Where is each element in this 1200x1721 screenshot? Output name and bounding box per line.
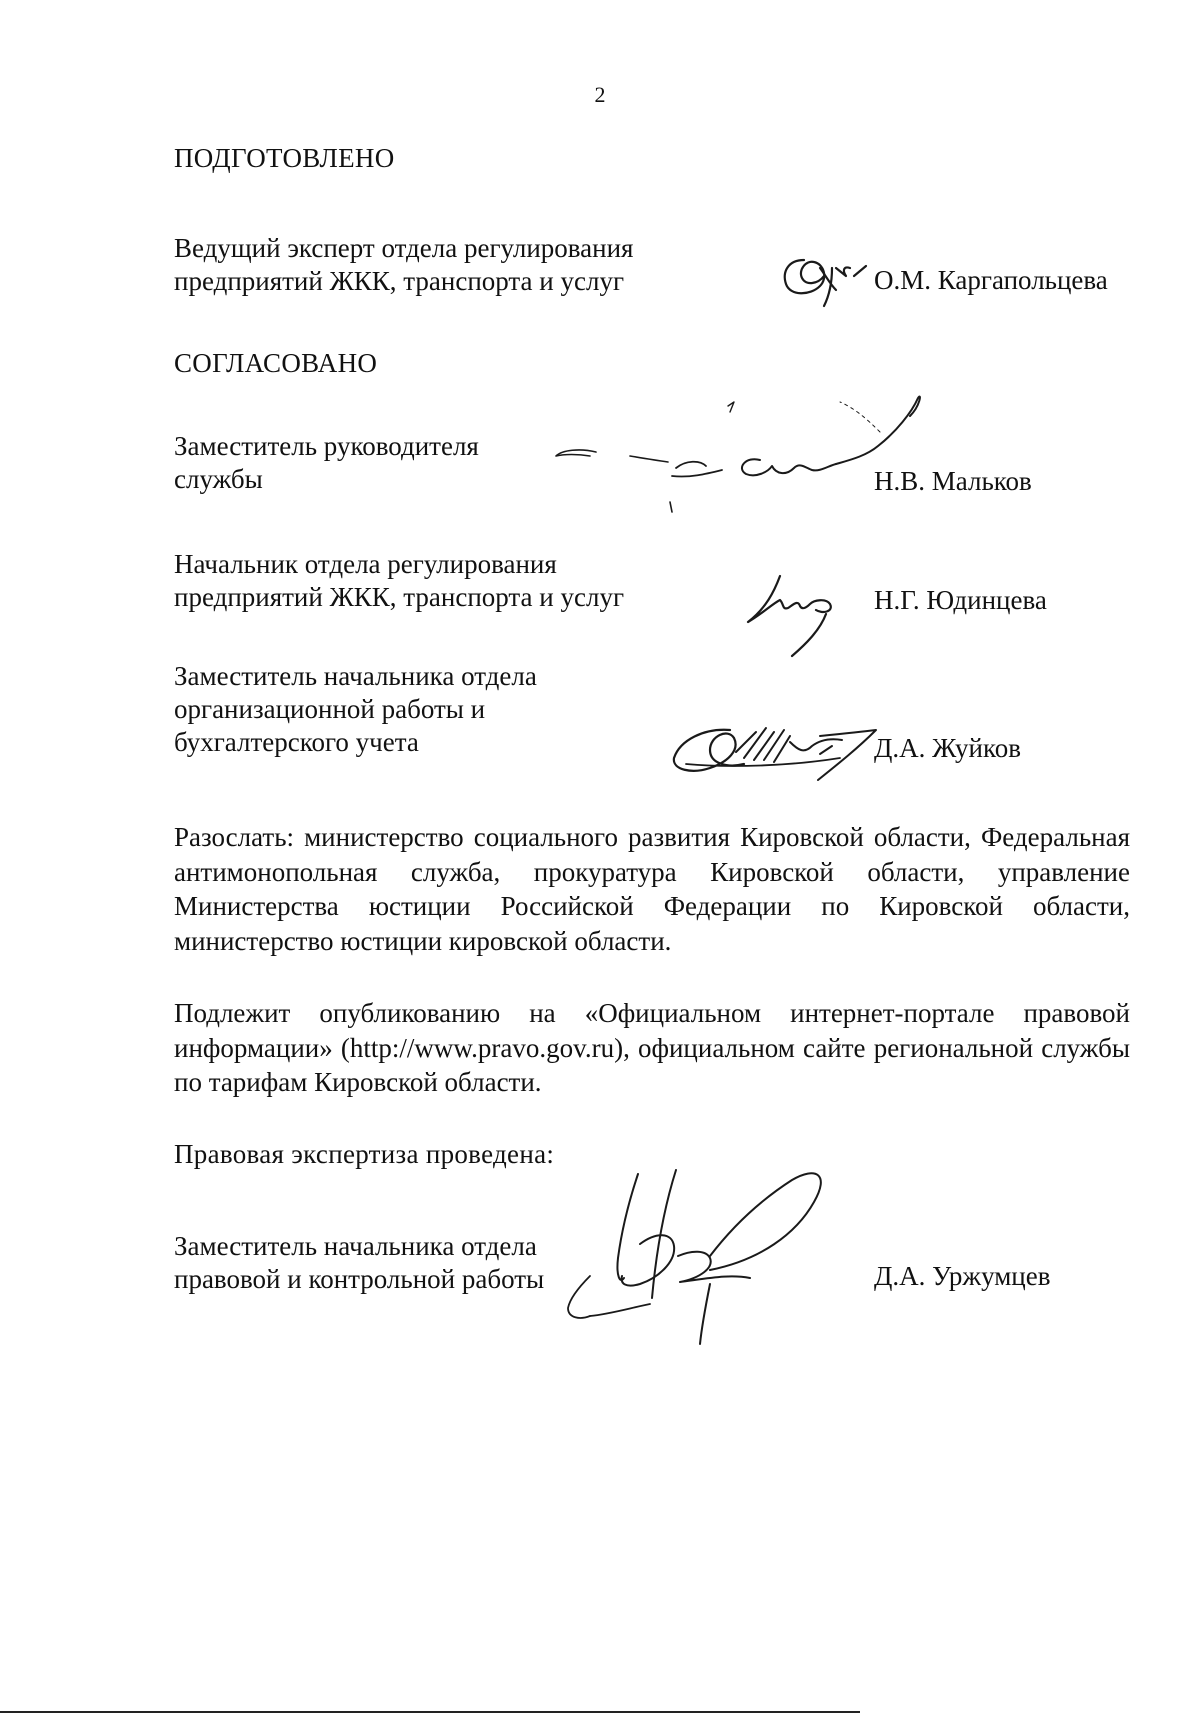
signatory-position: [174, 548, 694, 614]
distribution-paragraph: Разослать: министерство социального развития Кировской области, Федеральная антимонопольная служба, прокуратура Кировской области, управление Министерства юстиции Российской Федерации по Кировской области, министерство юстиции кировской области.: [174, 822, 1130, 956]
signature-zhuikov: [670, 706, 880, 786]
position-line: организационной работы и: [174, 694, 486, 724]
legal-review-heading: Правовая экспертиза проведена:: [174, 1139, 555, 1169]
position-line: Начальник отдела регулирования: [174, 549, 557, 579]
prepared-name: О.М. Каргапольцева: [874, 265, 1108, 295]
signatory-name: Н.В. Мальков: [874, 466, 1032, 496]
signatory-name: Д.А. Жуйков: [874, 733, 1021, 763]
signature-kargapoltseva: [780, 248, 870, 310]
position-line: предприятий ЖКК, транспорта и услуг: [174, 582, 625, 612]
position-line: Заместитель руководителя: [174, 431, 479, 461]
page-number: 2: [594, 82, 606, 107]
position-line: предприятий ЖКК, транспорта и услуг: [174, 266, 625, 296]
signatory-position: [174, 660, 694, 759]
position-line: правовой и контрольной работы: [174, 1264, 545, 1294]
signature-yudintseva: [740, 570, 850, 660]
signature-urzhumtsev: [560, 1158, 860, 1348]
agreed-heading: СОГЛАСОВАНО: [174, 348, 378, 378]
prepared-position: [174, 232, 694, 298]
signature-malkov: [550, 388, 950, 518]
prepared-heading: ПОДГОТОВЛЕНО: [174, 143, 395, 173]
position-line: Заместитель начальника отдела: [174, 661, 537, 691]
footer-rule: [0, 1711, 860, 1713]
position-line: Ведущий эксперт отдела регулирования: [174, 233, 634, 263]
position-line: службы: [174, 464, 263, 494]
position-line: бухгалтерского учета: [174, 727, 419, 757]
legal-review-name: Д.А. Уржумцев: [874, 1261, 1051, 1291]
signatory-name: Н.Г. Юдинцева: [874, 585, 1047, 615]
position-line: Заместитель начальника отдела: [174, 1231, 537, 1261]
publication-paragraph: Подлежит опубликованию на «Официальном интернет-портале правовой информации» (http://www.pravo.gov.ru), официальном сайте региональной службы по тарифам Кировской области.: [174, 998, 1130, 1097]
